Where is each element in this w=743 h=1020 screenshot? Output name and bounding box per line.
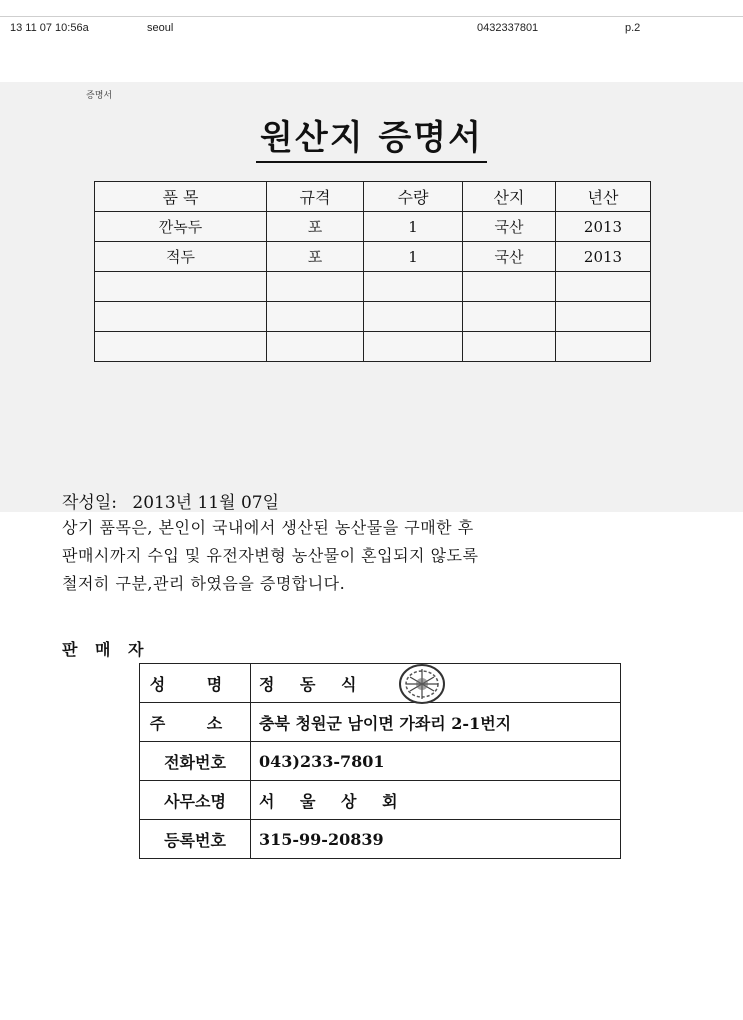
cell-origin: 국산	[463, 242, 556, 272]
product-table-header	[95, 182, 651, 212]
table-row	[95, 272, 651, 302]
cell-quantity	[364, 332, 463, 362]
document-small-label: 증명서	[86, 91, 113, 101]
cell-origin	[463, 272, 556, 302]
header-year: 년산	[556, 182, 651, 212]
date-label: 작성일:	[62, 493, 117, 513]
seller-label-registration: 등록번호	[140, 820, 251, 859]
statement-line: 철저히 구분,관리 하였음을 증명합니다.	[62, 574, 346, 593]
seller-label-name: 성 명	[140, 664, 251, 703]
fax-location: seoul	[147, 22, 174, 34]
fax-page-number: p.2	[625, 22, 641, 34]
seller-row-office	[140, 781, 621, 820]
seller-row-address	[140, 703, 621, 742]
cell-year	[556, 272, 651, 302]
cell-item	[95, 302, 267, 332]
seller-row-registration	[140, 820, 621, 859]
cell-item: 적두	[95, 242, 267, 272]
cell-year	[556, 302, 651, 332]
cell-quantity: 1	[364, 212, 463, 242]
header-spec: 규격	[267, 182, 364, 212]
statement-line: 판매시까지 수입 및 유전자변형 농산물이 혼입되지 않도록	[62, 546, 479, 565]
fax-top-rule	[0, 16, 743, 17]
seller-value-office: 서 울 상 회	[251, 781, 621, 820]
seal-stamp-icon	[398, 663, 446, 705]
cell-item: 깐녹두	[95, 212, 267, 242]
cell-spec	[267, 332, 364, 362]
fax-phone: 0432337801	[477, 22, 539, 34]
seller-label-address: 주 소	[140, 703, 251, 742]
table-row	[95, 302, 651, 332]
statement-line: 상기 품목은, 본인이 국내에서 생산된 농산물을 구매한 후	[62, 518, 474, 537]
cell-quantity: 1	[364, 242, 463, 272]
cell-spec	[267, 272, 364, 302]
seller-value-name: 정 동 식	[251, 664, 621, 703]
cell-year: 2013	[556, 242, 651, 272]
table-row	[95, 242, 651, 272]
cell-item	[95, 272, 267, 302]
seller-value-registration: 315-99-20839	[251, 820, 621, 859]
date-value: 2013년 11월 07일	[132, 493, 280, 513]
table-row	[95, 212, 651, 242]
cell-origin	[463, 302, 556, 332]
seller-label-phone: 전화번호	[140, 742, 251, 781]
cell-origin	[463, 332, 556, 362]
header-origin: 산지	[463, 182, 556, 212]
document-title: 원산지 증명서	[256, 110, 487, 163]
cell-year	[556, 332, 651, 362]
cell-spec: 포	[267, 212, 364, 242]
header-item: 품 목	[95, 182, 267, 212]
fax-timestamp: 13 11 07 10:56a	[10, 22, 89, 34]
seller-heading: 판 매 자	[62, 640, 150, 659]
seller-value-phone: 043)233-7801	[251, 742, 621, 781]
document-title-wrap	[0, 110, 743, 163]
product-table	[94, 181, 651, 362]
cell-year: 2013	[556, 212, 651, 242]
cell-quantity	[364, 272, 463, 302]
cell-spec	[267, 302, 364, 332]
table-row	[95, 332, 651, 362]
cell-item	[95, 332, 267, 362]
cell-origin: 국산	[463, 212, 556, 242]
certification-statement	[62, 514, 622, 598]
seller-value-address: 충북 청원군 남이면 가좌리 2-1번지	[251, 703, 621, 742]
seller-table	[139, 663, 621, 859]
seller-row-name	[140, 664, 621, 703]
cell-spec: 포	[267, 242, 364, 272]
seller-row-phone	[140, 742, 621, 781]
date-line	[62, 488, 279, 513]
cell-quantity	[364, 302, 463, 332]
seller-label-office: 사무소명	[140, 781, 251, 820]
header-quantity: 수량	[364, 182, 463, 212]
